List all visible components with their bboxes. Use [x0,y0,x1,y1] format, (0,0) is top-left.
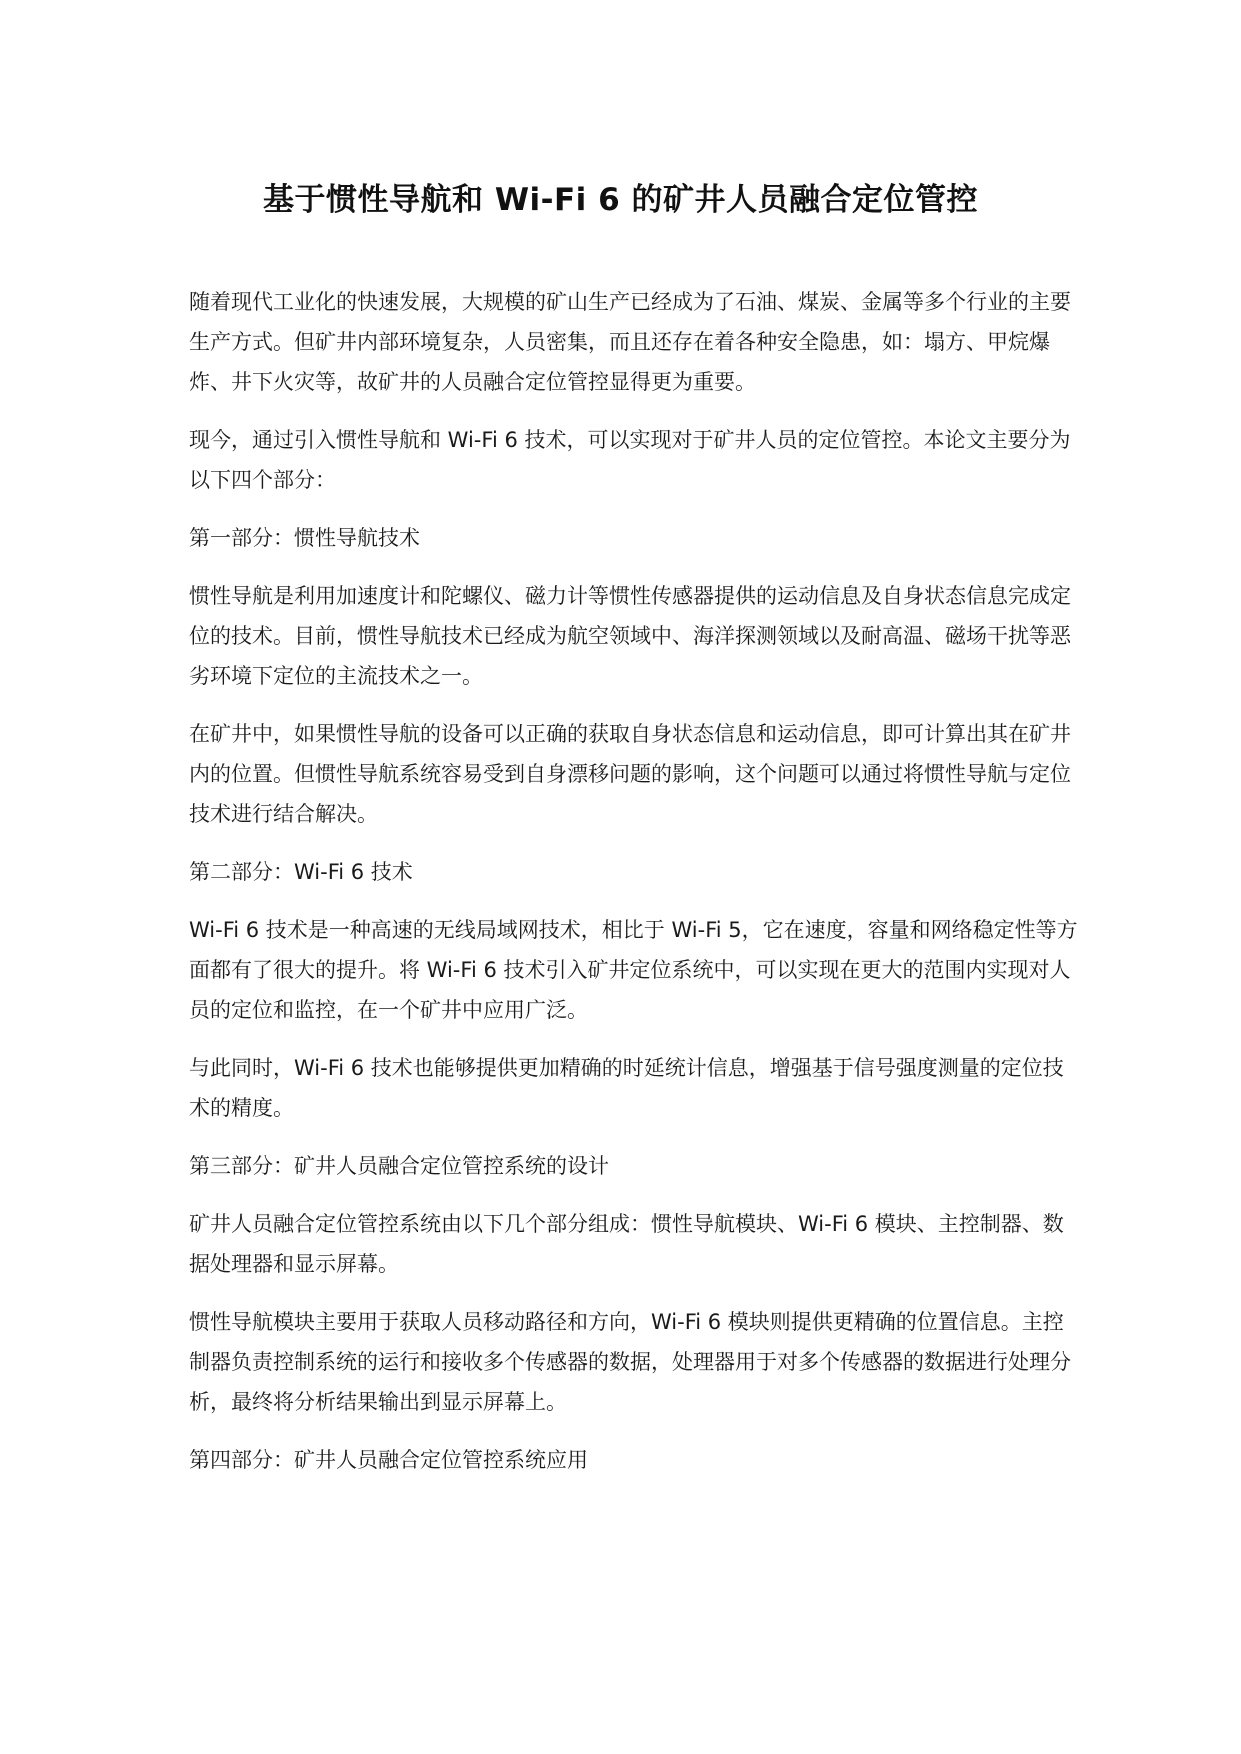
paragraph: 现今，通过引入惯性导航和 Wi-Fi 6 技术，可以实现对于矿井人员的定位管控。本论文主要分为以下四个部分： [189,428,1071,492]
paragraph: 惯性导航模块主要用于获取人员移动路径和方向，Wi-Fi 6 模块则提供更精确的位置信息。主控制器负责控制系统的运行和接收多个传感器的数据，处理器用于对多个传感器的数据进行处理分析，最终将分析结果输出到显示屏幕上。 [189,1310,1071,1414]
paragraph: 在矿井中，如果惯性导航的设备可以正确的获取自身状态信息和运动信息，即可计算出其在矿井内的位置。但惯性导航系统容易受到自身漂移问题的影响，这个问题可以通过将惯性导航与定位技术进行结合解决。 [189,722,1071,826]
paragraph: 惯性导航是利用加速度计和陀螺仪、磁力计等惯性传感器提供的运动信息及自身状态信息完成定位的技术。目前，惯性导航技术已经成为航空领域中、海洋探测领域以及耐高温、磁场干扰等恶劣环境下定位的主流技术之一。 [189,584,1071,688]
paragraph: 随着现代工业化的快速发展，大规模的矿山生产已经成为了石油、煤炭、金属等多个行业的主要生产方式。但矿井内部环境复杂，人员密集，而且还存在着各种安全隐患，如：塌方、甲烷爆炸、井下火灾等，故矿井的人员融合定位管控显得更为重要。 [189,290,1071,394]
document-body [189,282,1084,1498]
document-title: 基于惯性导航和 Wi-Fi 6 的矿井人员融合定位管控 [263,182,978,218]
paragraph: 与此同时，Wi-Fi 6 技术也能够提供更加精确的时延统计信息，增强基于信号强度测量的定位技术的精度。 [189,1056,1064,1120]
section-heading-part-4: 第四部分：矿井人员融合定位管控系统应用 [189,1448,588,1472]
section-heading-part-3: 第三部分：矿井人员融合定位管控系统的设计 [189,1154,609,1178]
section-heading-part-2: 第二部分：Wi-Fi 6 技术 [189,860,413,884]
paragraph: Wi-Fi 6 技术是一种高速的无线局域网技术，相比于 Wi-Fi 5，它在速度，容量和网络稳定性等方面都有了很大的提升。将 Wi-Fi 6 技术引入矿井定位系统中，可以实现在更大的范围内实现对人员的定位和监控，在一个矿井中应用广泛。 [189,918,1078,1022]
section-heading-part-1: 第一部分：惯性导航技术 [189,526,420,550]
paragraph: 矿井人员融合定位管控系统由以下几个部分组成：惯性导航模块、Wi-Fi 6 模块、主控制器、数据处理器和显示屏幕。 [189,1212,1064,1276]
